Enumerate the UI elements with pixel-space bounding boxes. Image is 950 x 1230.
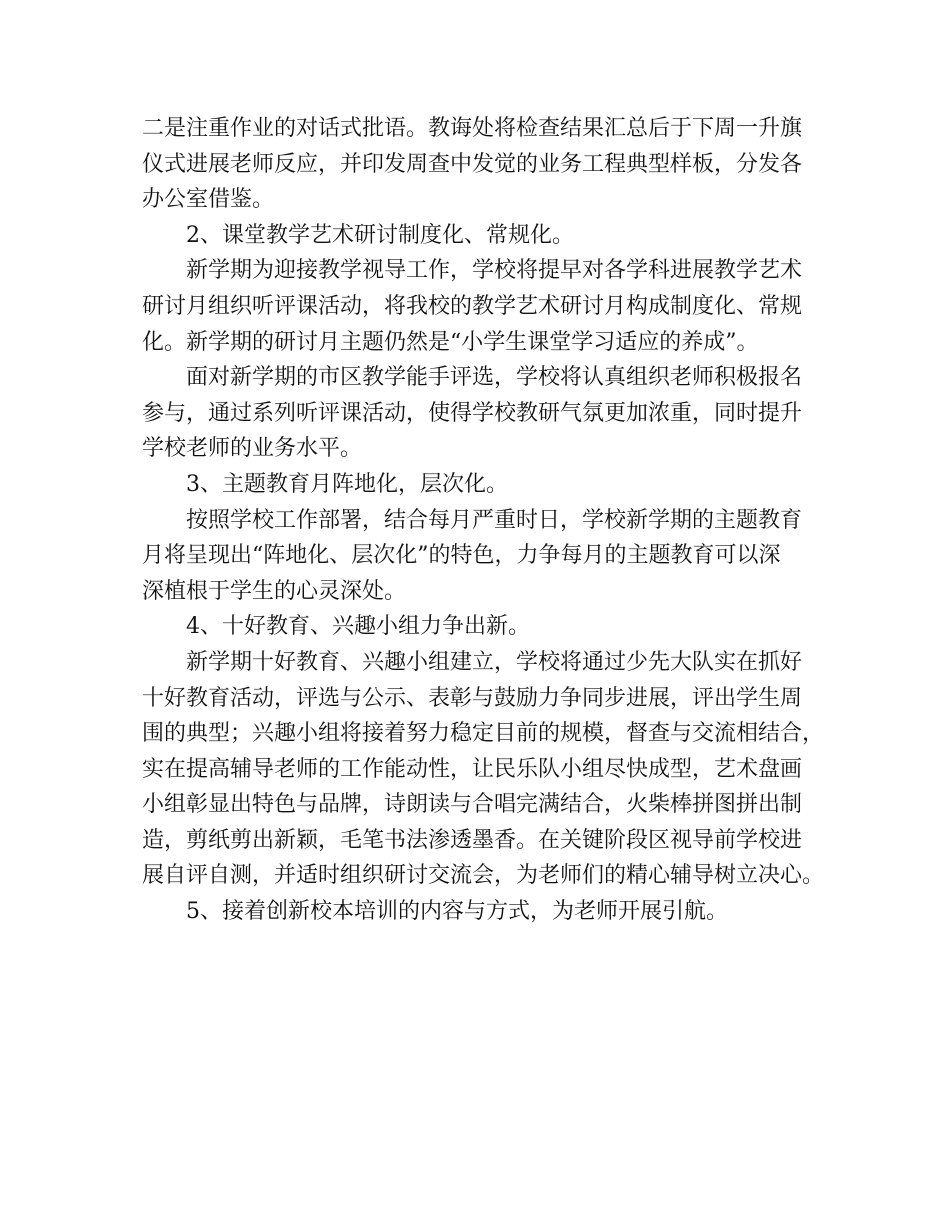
text-line: 小组彰显出特色与品牌，诗朗读与合唱完满结合，火柴棒拼图拼出制 — [142, 792, 803, 818]
text-line: 十好教育活动，评选与公示、表彰与鼓励力争同步进展，评出学生周 — [142, 685, 803, 711]
text-line: 月将呈现出“阵地化、层次化”的特色，力争每月的主题教育可以深 — [142, 543, 781, 569]
text-line: 深植根于学生的心灵深处。 — [142, 578, 407, 604]
text-line: 办公室借鉴。 — [142, 187, 275, 213]
text-line: 按照学校工作部署，结合每月严重时日，学校新学期的主题教育 — [186, 507, 803, 533]
section-heading-2: 2、课堂教学艺术研讨制度化、常规化。 — [186, 222, 574, 248]
text-line: 二是注重作业的对话式批语。教诲处将检查结果汇总后于下周一升旗 — [142, 116, 803, 141]
section-heading-4: 4、十好教育、兴趣小组力争出新。 — [186, 614, 530, 640]
text-line: 新学期十好教育、兴趣小组建立，学校将通过少先大队实在抓好 — [186, 649, 803, 675]
text-line: 化。新学期的研讨月主题仍然是“小学生课堂学习适应的养成”。 — [142, 329, 759, 355]
text-line: 面对新学期的市区教学能手评选，学校将认真组织老师积极报名 — [186, 365, 803, 391]
text-line: 参与，通过系列听评课活动，使得学校教研气氛更加浓重，同时提升 — [142, 400, 803, 426]
text-line: 展自评自测，并适时组织研讨交流会，为老师们的精心辅导树立决心。 — [142, 863, 825, 889]
section-heading-5: 5、接着创新校本培训的内容与方式，为老师开展引航。 — [186, 899, 728, 925]
text-line: 造，剪纸剪出新颖，毛笔书法渗透墨香。在关键阶段区视导前学校进 — [142, 827, 803, 853]
text-line: 仪式进展老师反应，并印发周查中发觉的业务工程典型样板，分发各 — [142, 151, 803, 177]
text-line: 研讨月组织听评课活动，将我校的教学艺术研讨月构成制度化、常规 — [142, 293, 803, 319]
section-heading-3: 3、主题教育月阵地化，层次化。 — [186, 471, 508, 497]
text-line: 新学期为迎接教学视导工作，学校将提早对各学科进展教学艺术 — [186, 258, 803, 284]
document-body — [142, 111, 825, 930]
text-line: 学校老师的业务水平。 — [142, 436, 363, 462]
text-line: 围的典型；兴趣小组将接着努力稳定目前的规模，督查与交流相结合， — [142, 721, 825, 747]
text-line: 实在提高辅导老师的工作能动性，让民乐队小组尽快成型，艺术盘画 — [142, 756, 803, 782]
